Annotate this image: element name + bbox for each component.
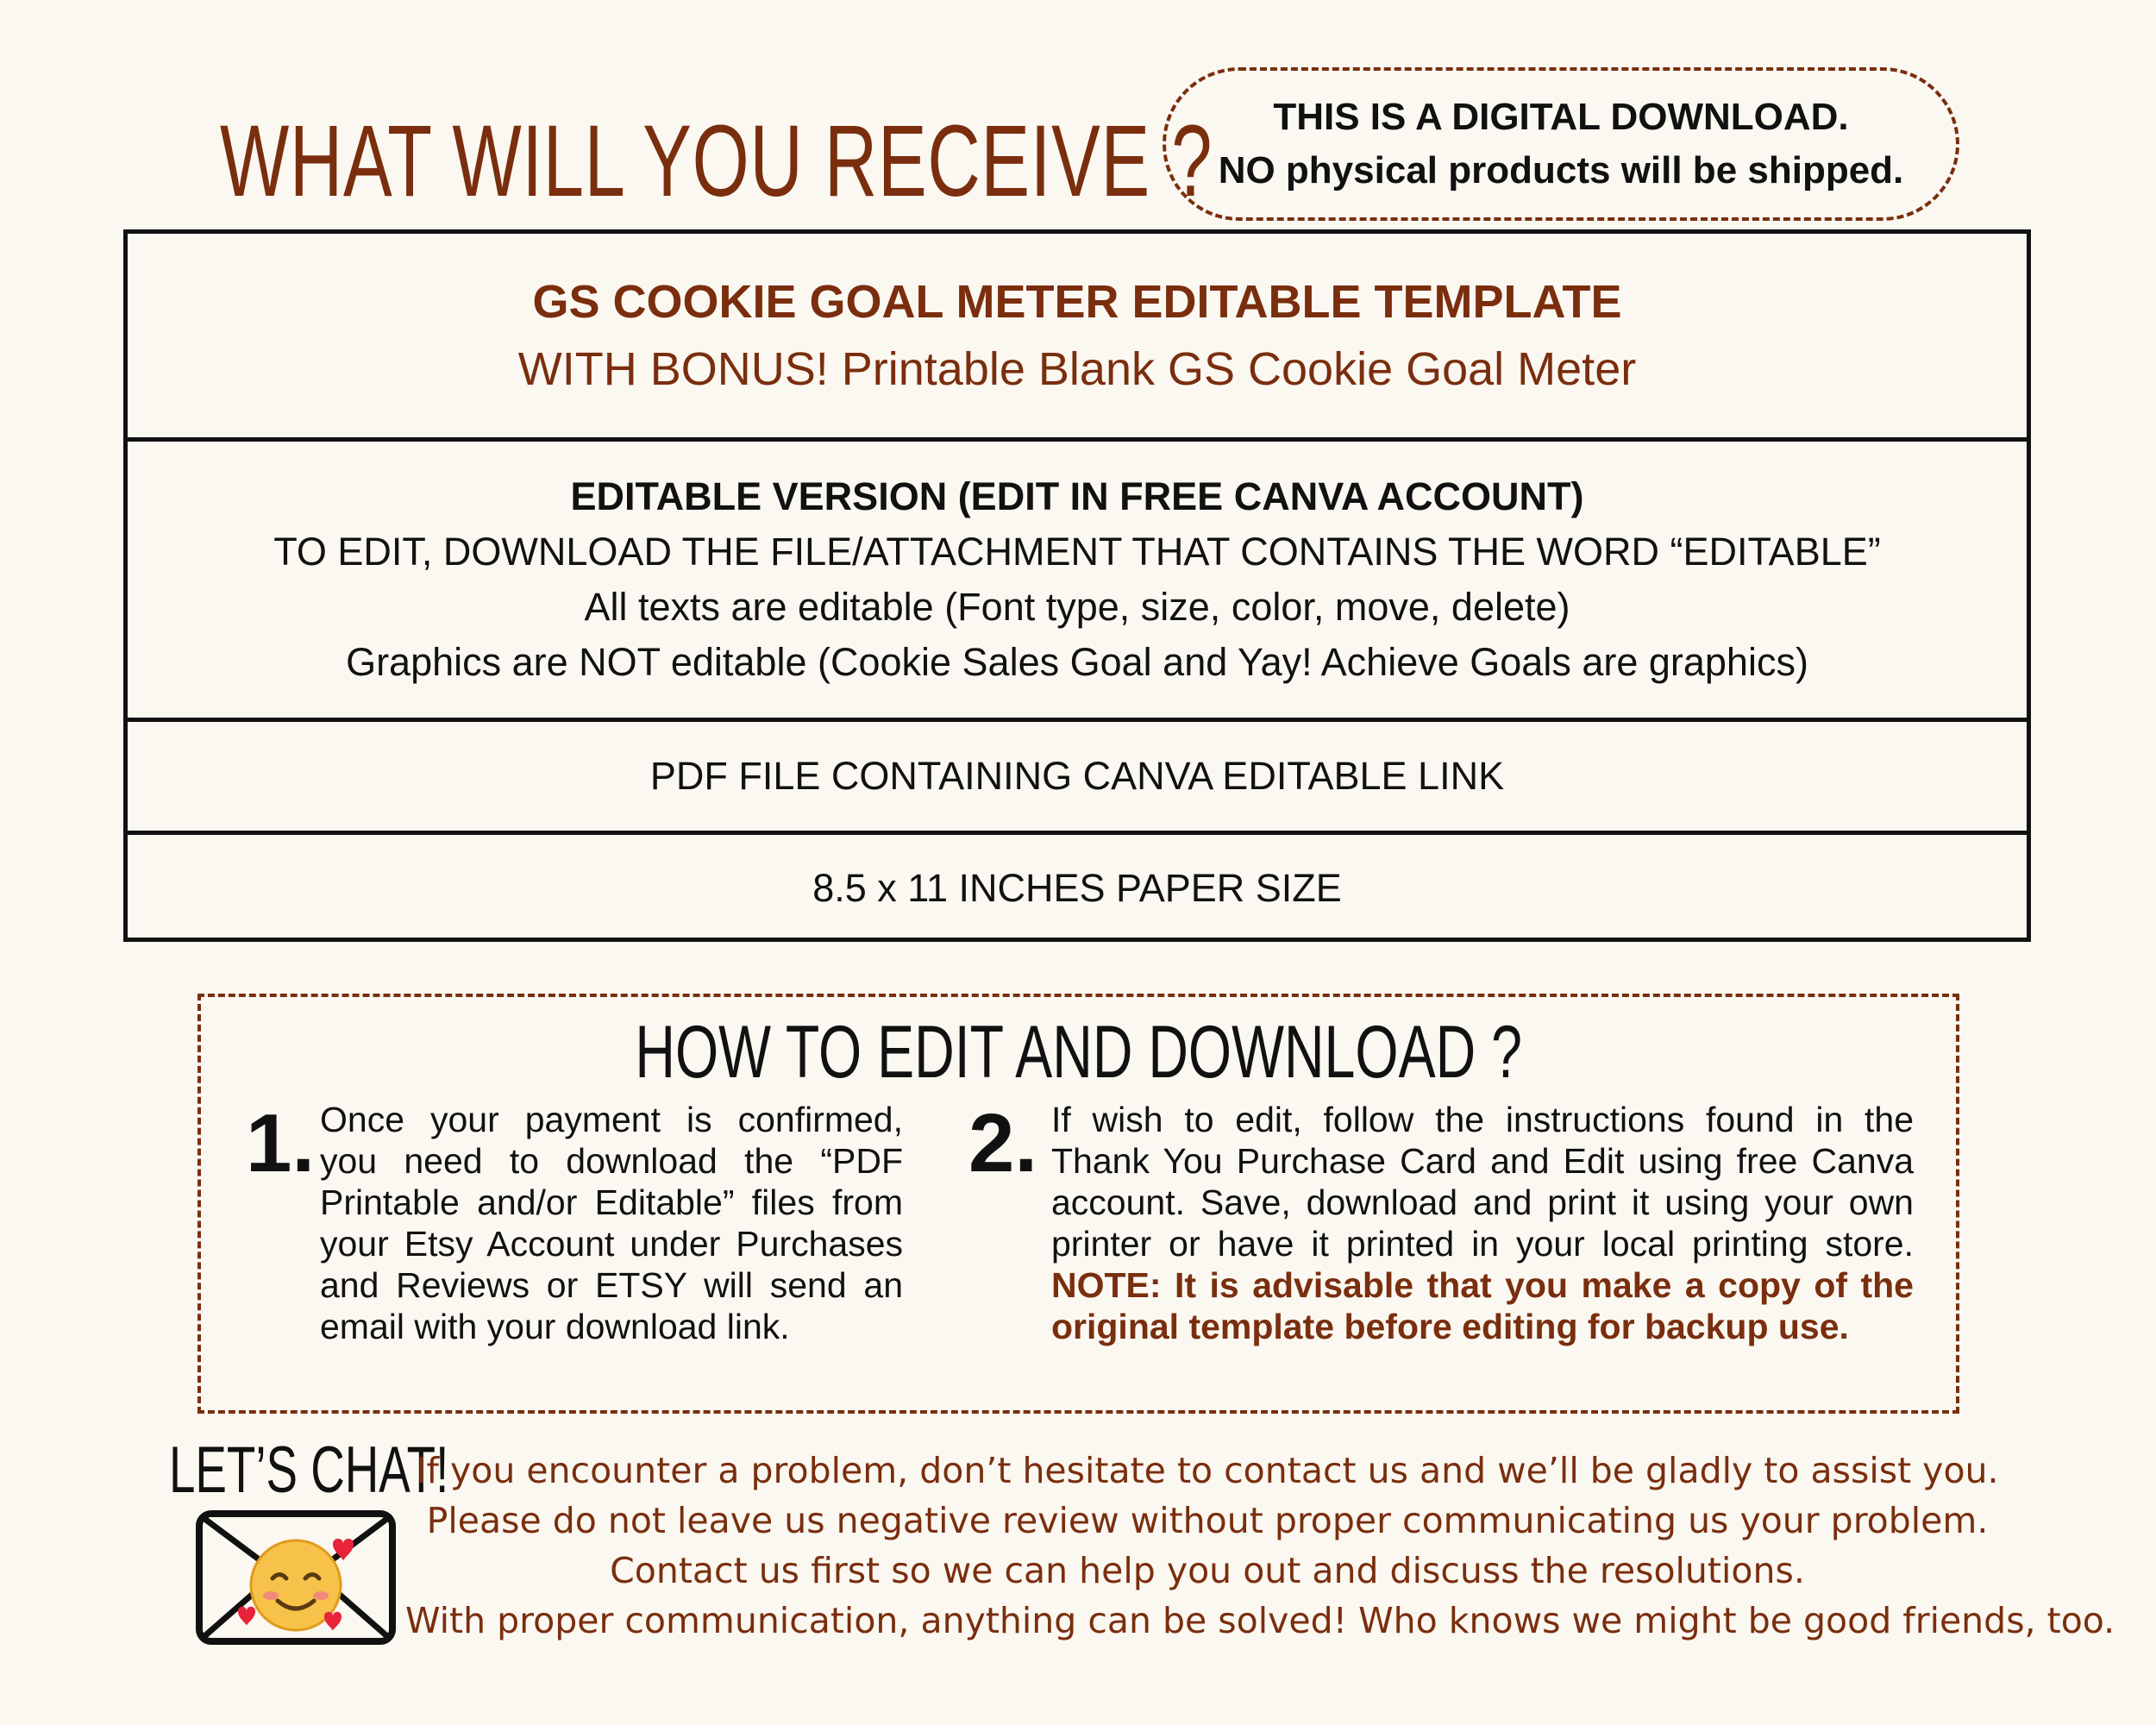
- step-2-note: NOTE: It is advisable that you make a copy of the original template before editing for backup use.: [1051, 1265, 1914, 1346]
- step-2-text: If wish to edit, follow the instructions found in the Thank You Purchase Card and Edit using free Canva account. Save, download and print it using your own printer or have it printed in your local printing store.: [1051, 1100, 1914, 1264]
- receive-table: [123, 229, 2031, 942]
- product-title: GS COOKIE GOAL METER EDITABLE TEMPLATE: [532, 276, 1622, 328]
- digital-download-notice: [1163, 67, 1959, 221]
- chat-line: Contact us first so we can help you out and discuss the resolutions.: [610, 1550, 1805, 1591]
- chat-message: [405, 1446, 2115, 1646]
- step-2-block: [1051, 1099, 1914, 1347]
- notice-line-1: THIS IS A DIGITAL DOWNLOAD.: [1273, 96, 1849, 138]
- pdf-row: PDF FILE CONTAINING CANVA EDITABLE LINK: [649, 754, 1505, 798]
- editable-line: Graphics are NOT editable (Cookie Sales Goal and Yay! Achieve Goals are graphics): [346, 640, 1808, 684]
- editable-line: TO EDIT, DOWNLOAD THE FILE/ATTACHMENT THAT CONTAINS THE WORD “EDITABLE”: [273, 530, 1881, 574]
- how-to-section: [197, 994, 1959, 1414]
- how-to-title-text: HOW TO EDIT AND DOWNLOAD ?: [635, 1011, 1522, 1094]
- lets-chat-heading: LET’S CHAT!: [169, 1433, 449, 1507]
- product-bonus: WITH BONUS! Printable Blank GS Cookie Goal Meter: [517, 343, 1637, 395]
- chat-line: If you encounter a problem, don’t hesitate to contact us and we’ll be gladly to assist you.: [416, 1450, 1999, 1491]
- how-to-title: [201, 1009, 1956, 1095]
- chat-line: Please do not leave us negative review without proper communicating us your problem.: [426, 1500, 1989, 1541]
- editable-heading: EDITABLE VERSION (EDIT IN FREE CANVA ACCOUNT): [570, 474, 1584, 518]
- envelope-icon: [195, 1509, 397, 1646]
- notice-line-2: NO physical products will be shipped.: [1218, 149, 1904, 191]
- step-1-text: Once your payment is confirmed, you need to download the “PDF Printable and/or Editable” files from your Etsy Account under Purchases and Reviews or ETSY will send an email with your download link.: [320, 1100, 903, 1346]
- paper-size-row: 8.5 x 11 INCHES PAPER SIZE: [812, 866, 1342, 910]
- editable-row: [128, 442, 2027, 718]
- step-1-number: 1.: [246, 1097, 316, 1189]
- chat-line: With proper communication, anything can be solved! Who knows we might be good friends, too.: [405, 1600, 2115, 1641]
- page-title: WHAT WILL YOU RECEIVE ?: [220, 104, 1213, 218]
- product-row: [128, 234, 2027, 437]
- editable-line: All texts are editable (Font type, size, color, move, delete): [584, 585, 1570, 629]
- step-2-number: 2.: [968, 1097, 1038, 1189]
